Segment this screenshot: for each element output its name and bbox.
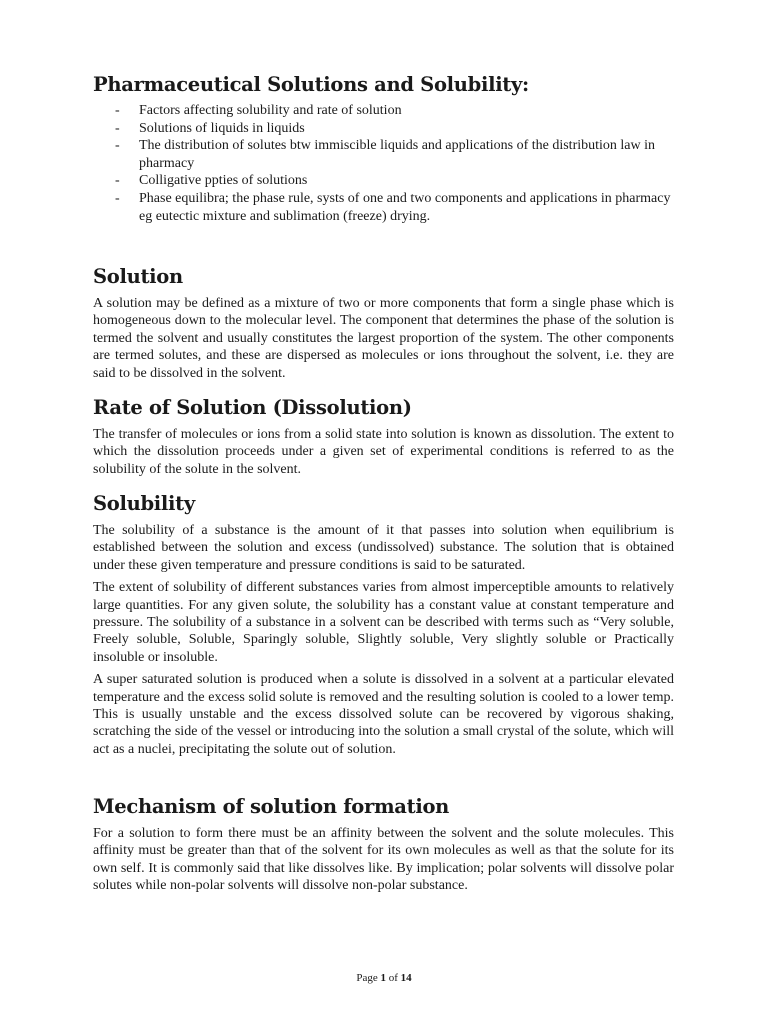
list-bullet: - xyxy=(115,173,120,189)
list-bullet: - xyxy=(115,190,120,206)
paragraph: For a solution to form there must be an affinity between the solvent and the solute molecules. This affinity must be greater than that of the solvent for its own molecules as well as that the solute for its own self. It is commonly said that like dissolves like. By implication; polar solvents will dissolve polar solutes while non-polar solvents will dissolve non-polar substance. xyxy=(93,826,674,894)
list-item xyxy=(93,190,674,225)
section-rate-of-solution xyxy=(93,396,674,483)
list-item-text: Solutions of liquids in liquids xyxy=(139,120,305,136)
page-footer xyxy=(0,972,768,984)
list-bullet: - xyxy=(115,120,120,136)
page-title: Pharmaceutical Solutions and Solubility: xyxy=(93,73,529,96)
list-item-text: The distribution of solutes btw immiscible liquids and applications of the distribution law in pharmacy xyxy=(139,138,655,171)
section-heading: Rate of Solution (Dissolution) xyxy=(93,396,412,419)
section-heading: Solubility xyxy=(93,492,195,515)
footer-page-number: 1 xyxy=(380,972,386,984)
topic-list xyxy=(93,102,674,225)
list-item-text: Colligative ppties of solutions xyxy=(139,173,308,189)
list-item xyxy=(93,120,674,138)
list-item xyxy=(93,102,674,120)
footer-page-word: Page xyxy=(356,972,378,984)
list-item xyxy=(93,137,674,172)
footer-total-pages: 14 xyxy=(400,972,412,984)
footer-of-word: of xyxy=(388,972,398,984)
paragraph: A super saturated solution is produced when a solute is dissolved in a solvent at a particular elevated temperature and the excess solid solute is removed and the resulting solution is cooled to a lower temp. This is usually unstable and the excess dissolved solute can be recovered by vigorous shaking, scratching the side of the vessel or introducing into the solution a small crystal of the solute, which will act as a nuclei, precipitating the solute out of solution. xyxy=(93,672,674,757)
paragraph: The solubility of a substance is the amount of it that passes into solution when equilibrium is established between the solution and excess (undissolved) substance. The solution that is obtained under these given temperature and pressure conditions is said to be saturated. xyxy=(93,523,674,573)
section-heading: Mechanism of solution formation xyxy=(93,795,450,818)
list-item-text: Phase equilibra; the phase rule, systs of one and two components and applications in pharmacy eg eutectic mixture and sublimation (freeze) drying. xyxy=(139,190,671,224)
paragraph: The transfer of molecules or ions from a solid state into solution is known as dissolution. The extent to which the dissolution proceeds under a given set of experimental conditions is referred to as the solubility of the solute in the solvent. xyxy=(93,427,674,477)
section-heading: Solution xyxy=(93,265,183,288)
paragraph: The extent of solubility of different substances varies from almost imperceptible amounts to relatively large quantities. For any given solute, the solubility has a constant value at constant temperature and pressure. The solubility of a substance in a solvent can be described with terms such as “Very soluble, Freely soluble, Soluble, Sparingly soluble, Slightly soluble, Very slightly soluble or Practically insoluble or insoluble. xyxy=(93,580,674,665)
list-item xyxy=(93,172,674,190)
section-solution xyxy=(93,265,674,387)
list-bullet: - xyxy=(115,103,120,118)
section-solubility xyxy=(93,492,674,763)
section-mechanism xyxy=(93,795,674,900)
list-item-text: Factors affecting solubility and rate of solution xyxy=(139,103,402,118)
paragraph: A solution may be defined as a mixture of two or more components that form a single phase which is homogeneous down to the molecular level. The component that determines the phase of the solution is termed the solvent and usually constitutes the largest proportion of the system. The other components are termed solutes, and these are dispersed as molecules or ions throughout the solvent, i.e. they are said to be dissolved in the solvent. xyxy=(93,296,674,381)
list-bullet: - xyxy=(115,138,120,154)
